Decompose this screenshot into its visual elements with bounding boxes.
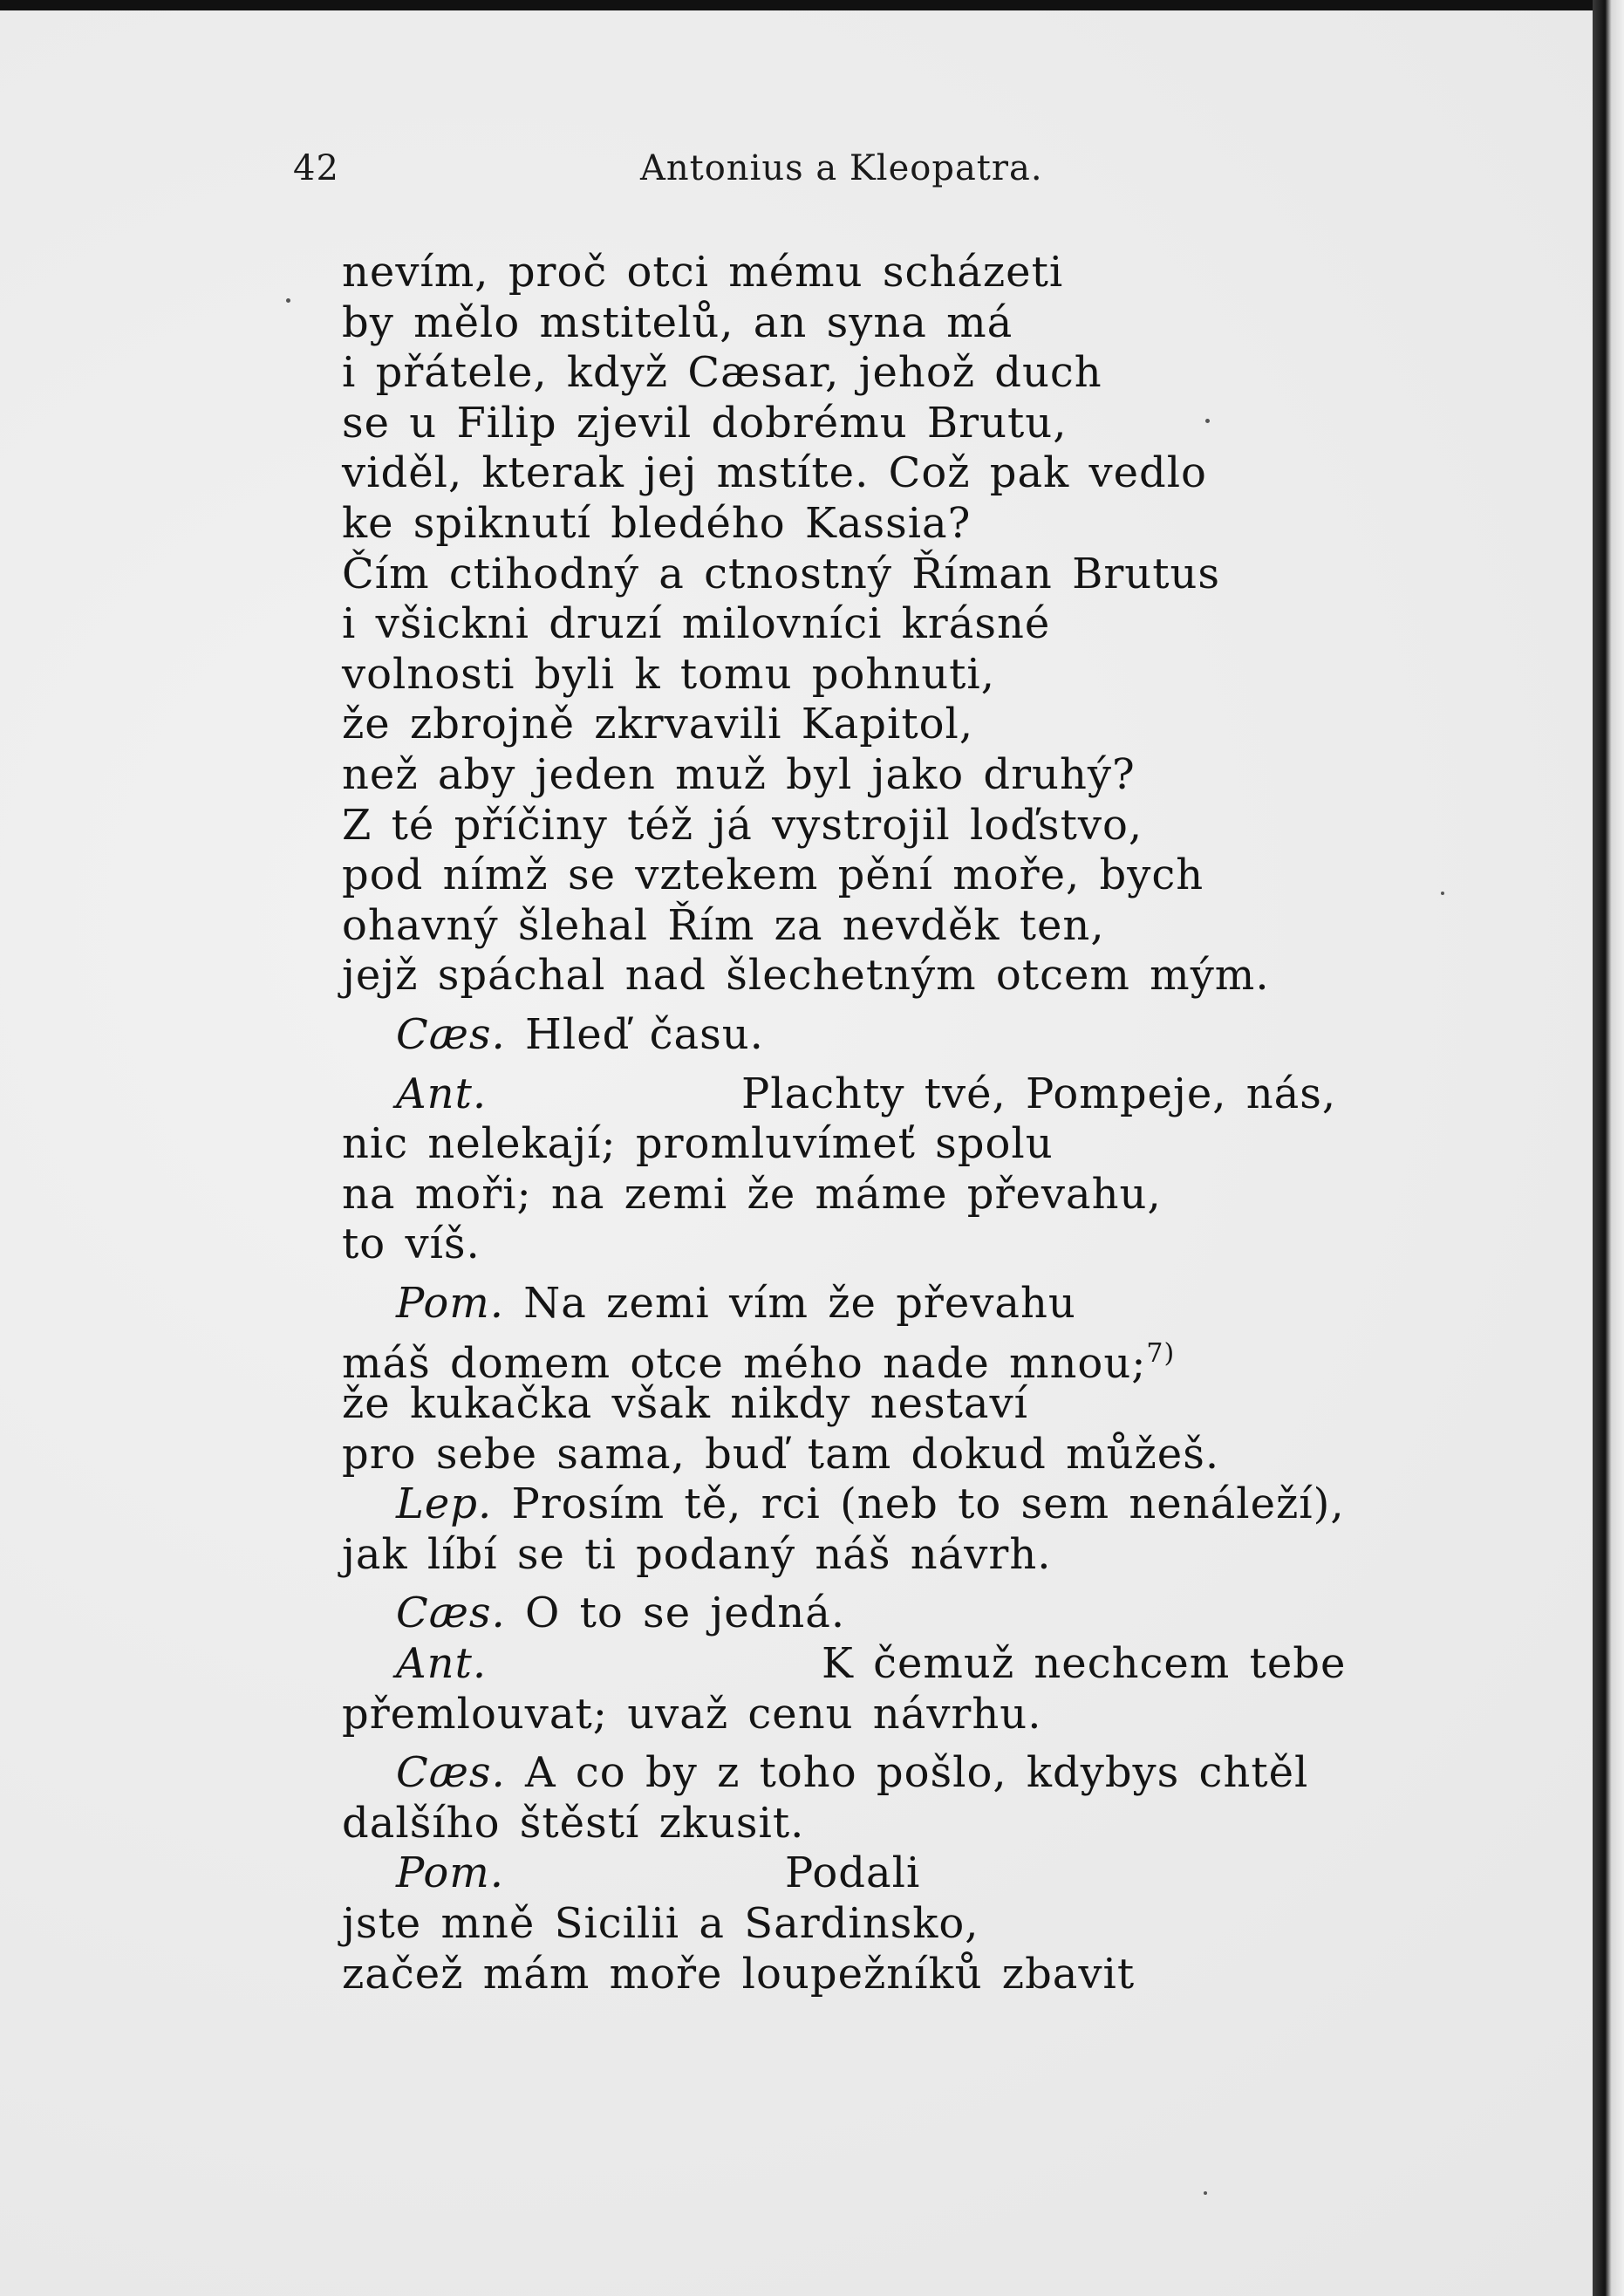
speech-line	[342, 1589, 1319, 1639]
speech-line	[342, 1329, 1319, 1389]
speech-text: O to se jedná.	[525, 1589, 846, 1638]
speech-line	[342, 1848, 1319, 1899]
speech-text: K čemuž nechcem tebe	[822, 1639, 1347, 1689]
verse-line: Čím ctihodný a ctnostný Říman Brutus	[342, 549, 1221, 598]
verse-line: volnosti byli k tomu pohnuti,	[342, 649, 995, 699]
speech-line	[342, 1479, 1345, 1530]
verse-text	[342, 248, 1347, 1999]
verse-line: nevím, proč otci mému scházeti	[342, 248, 1064, 297]
speech-line	[342, 1279, 1319, 1329]
speech-line: přemlouvat; uvaž cenu návrhu.	[342, 1689, 1042, 1739]
verse-line: i přátele, když Cæsar, jehož duch	[342, 348, 1102, 398]
speech-line: jste mně Sicilii a Sardinsko,	[342, 1899, 979, 1948]
verse-line: se u Filip zjevil dobrému Brutu,	[342, 398, 1068, 448]
verse-line: než aby jeden muž byl jako druhý?	[342, 749, 1136, 799]
speaker-name: Pom.	[396, 1278, 505, 1328]
verse-line: ohavný šlehal Řím za nevděk ten,	[342, 900, 1105, 950]
verse-line: že zbrojně zkrvavili Kapitol,	[342, 700, 974, 749]
speech-line: to víš.	[342, 1220, 481, 1269]
speech-line: dalšího štěstí zkusit.	[342, 1798, 805, 1848]
verse-line: i všickni druzí milovníci krásné	[342, 599, 1051, 649]
speech-line	[342, 1639, 1347, 1690]
verse-line: Z té příčiny též já vystrojil loďstvo,	[342, 800, 1143, 850]
speech-line: nic nelekají; promluvímeť spolu	[342, 1119, 1054, 1169]
speech-text: Podali	[785, 1848, 921, 1898]
page-header	[0, 148, 1593, 201]
speaker-name: Ant.	[396, 1639, 488, 1689]
speech-text: A co by z toho pošlo, kdybys chtěl	[525, 1748, 1309, 1798]
speech-line	[342, 1748, 1319, 1799]
speaker-name: Lep.	[396, 1479, 493, 1529]
verse-line: ke spiknutí bledého Kassia?	[342, 498, 972, 548]
verse-line: jejž spáchal nad šlechetným otcem mým.	[342, 951, 1270, 1001]
book-spine-edge	[1593, 0, 1624, 2296]
page-number: 42	[293, 148, 339, 188]
speech-line	[342, 1069, 1337, 1120]
speech-line: jak líbí se ti podaný náš návrh.	[342, 1529, 1052, 1579]
running-title: Antonius a Kleopatra.	[640, 148, 1043, 188]
speaker-name: Cæs.	[396, 1009, 506, 1059]
speech-text: Na zemi vím že převahu	[523, 1278, 1076, 1328]
speaker-name: Pom.	[396, 1848, 505, 1898]
speaker-name: Cæs.	[396, 1748, 506, 1798]
speech-line: pro sebe sama, buď tam dokud můžeš.	[342, 1429, 1220, 1479]
speaker-name: Ant.	[396, 1069, 488, 1118]
verse-line: pod nímž se vztekem pění moře, bych	[342, 851, 1204, 900]
speech-line	[342, 1010, 1319, 1061]
scan-speck	[286, 298, 290, 303]
verse-line: viděl, kterak jej mstíte. Což pak vedlo	[342, 448, 1207, 498]
speech-line: začež mám moře loupežníků zbavit	[342, 1949, 1136, 1999]
speech-text: Plachty tvé, Pompeje, nás,	[741, 1069, 1337, 1118]
speaker-name: Cæs.	[396, 1589, 506, 1638]
scan-speck	[1441, 892, 1444, 895]
scan-top-edge	[0, 0, 1624, 10]
speech-text: máš domem otce mého nade mnou;	[342, 1339, 1147, 1389]
scan-speck	[1204, 2191, 1207, 2195]
speech-line: že kukačka však nikdy nestaví	[342, 1379, 1028, 1429]
speech-text: Hleď času.	[525, 1009, 764, 1059]
speech-line: na moři; na zemi že máme převahu,	[342, 1169, 1162, 1219]
speech-text: Prosím tě, rci (neb to sem nenáleží),	[511, 1479, 1345, 1529]
footnote-marker: 7)	[1146, 1338, 1176, 1370]
verse-line: by mělo mstitelů, an syna má	[342, 297, 1013, 347]
book-page	[0, 10, 1593, 2296]
